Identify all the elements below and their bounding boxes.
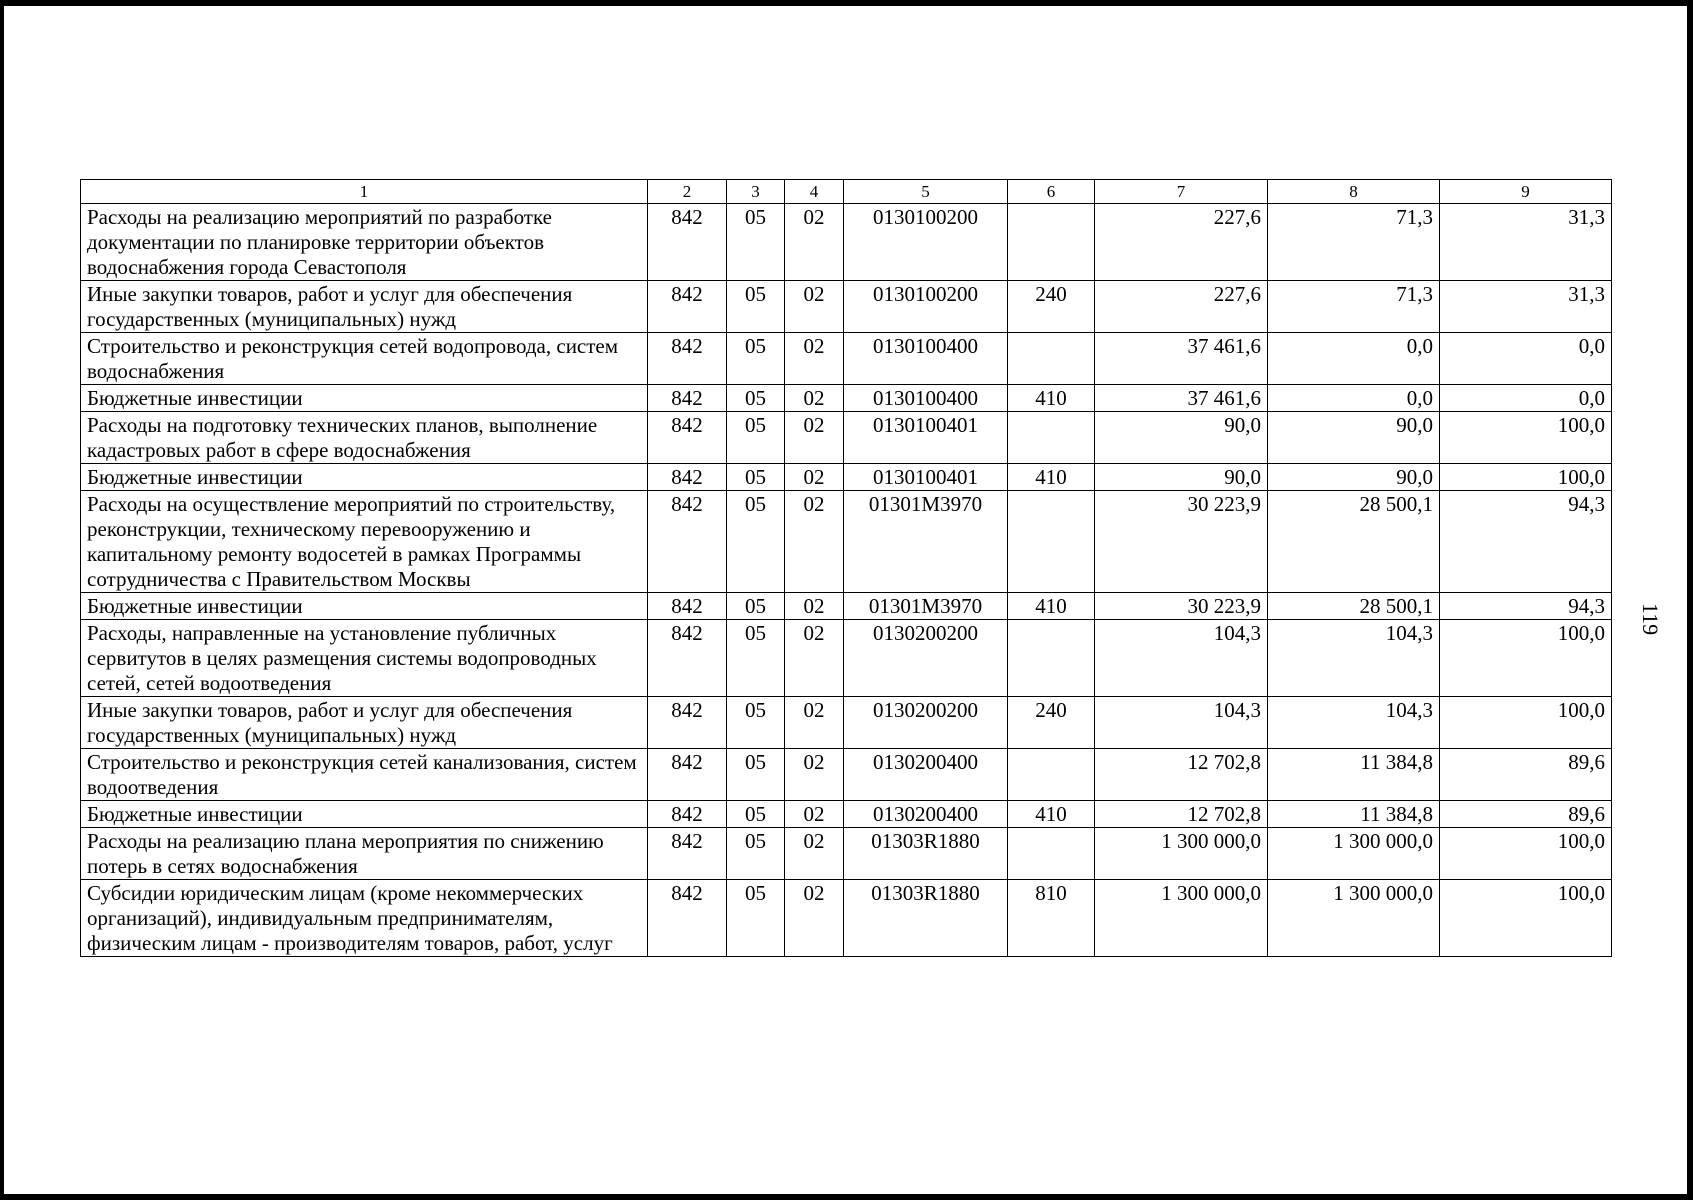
expense-name-cell: Бюджетные инвестиции bbox=[81, 593, 648, 620]
percent-cell: 31,3 bbox=[1440, 281, 1612, 333]
table-row bbox=[81, 880, 1612, 957]
subsection-code-cell: 02 bbox=[785, 697, 844, 749]
plan-amount-cell: 30 223,9 bbox=[1095, 593, 1268, 620]
header-cell: 3 bbox=[727, 180, 785, 204]
target-item-cell: 0130100200 bbox=[844, 281, 1008, 333]
target-item-cell: 0130200400 bbox=[844, 801, 1008, 828]
admin-code-cell: 842 bbox=[648, 620, 727, 697]
percent-cell: 0,0 bbox=[1440, 333, 1612, 385]
expense-name-cell: Иные закупки товаров, работ и услуг для обеспечения государственных (муниципальных) нужд bbox=[81, 697, 648, 749]
section-code-cell: 05 bbox=[727, 620, 785, 697]
table-row bbox=[81, 801, 1612, 828]
section-code-cell: 05 bbox=[727, 464, 785, 491]
actual-amount-cell: 0,0 bbox=[1268, 333, 1440, 385]
expense-type-cell: 240 bbox=[1008, 281, 1095, 333]
percent-cell: 89,6 bbox=[1440, 801, 1612, 828]
plan-amount-cell: 1 300 000,0 bbox=[1095, 828, 1268, 880]
admin-code-cell: 842 bbox=[648, 281, 727, 333]
subsection-code-cell: 02 bbox=[785, 593, 844, 620]
actual-amount-cell: 11 384,8 bbox=[1268, 801, 1440, 828]
header-cell: 5 bbox=[844, 180, 1008, 204]
actual-amount-cell: 71,3 bbox=[1268, 281, 1440, 333]
subsection-code-cell: 02 bbox=[785, 412, 844, 464]
expense-name-cell: Иные закупки товаров, работ и услуг для обеспечения государственных (муниципальных) нужд bbox=[81, 281, 648, 333]
section-code-cell: 05 bbox=[727, 593, 785, 620]
expense-name-cell: Бюджетные инвестиции bbox=[81, 464, 648, 491]
header-cell: 4 bbox=[785, 180, 844, 204]
actual-amount-cell: 1 300 000,0 bbox=[1268, 880, 1440, 957]
subsection-code-cell: 02 bbox=[785, 333, 844, 385]
target-item-cell: 01301M3970 bbox=[844, 491, 1008, 593]
budget-table bbox=[80, 179, 1612, 957]
table-row bbox=[81, 697, 1612, 749]
table-row bbox=[81, 333, 1612, 385]
scan-border-top bbox=[0, 0, 1693, 6]
actual-amount-cell: 0,0 bbox=[1268, 385, 1440, 412]
subsection-code-cell: 02 bbox=[785, 880, 844, 957]
plan-amount-cell: 90,0 bbox=[1095, 464, 1268, 491]
header-cell: 6 bbox=[1008, 180, 1095, 204]
header-cell: 1 bbox=[81, 180, 648, 204]
percent-cell: 89,6 bbox=[1440, 749, 1612, 801]
target-item-cell: 0130200400 bbox=[844, 749, 1008, 801]
scan-border-right bbox=[1687, 0, 1693, 1200]
header-row bbox=[81, 180, 1612, 204]
scan-border-left bbox=[0, 0, 4, 1200]
percent-cell: 31,3 bbox=[1440, 204, 1612, 281]
table-row bbox=[81, 620, 1612, 697]
table-body bbox=[81, 204, 1612, 957]
subsection-code-cell: 02 bbox=[785, 204, 844, 281]
header-cell: 7 bbox=[1095, 180, 1268, 204]
actual-amount-cell: 1 300 000,0 bbox=[1268, 828, 1440, 880]
admin-code-cell: 842 bbox=[648, 333, 727, 385]
section-code-cell: 05 bbox=[727, 828, 785, 880]
subsection-code-cell: 02 bbox=[785, 281, 844, 333]
expense-type-cell: 410 bbox=[1008, 464, 1095, 491]
expense-type-cell: 410 bbox=[1008, 385, 1095, 412]
section-code-cell: 05 bbox=[727, 697, 785, 749]
actual-amount-cell: 104,3 bbox=[1268, 697, 1440, 749]
expense-type-cell: 240 bbox=[1008, 697, 1095, 749]
plan-amount-cell: 30 223,9 bbox=[1095, 491, 1268, 593]
percent-cell: 94,3 bbox=[1440, 593, 1612, 620]
actual-amount-cell: 28 500,1 bbox=[1268, 491, 1440, 593]
table-row bbox=[81, 412, 1612, 464]
admin-code-cell: 842 bbox=[648, 749, 727, 801]
section-code-cell: 05 bbox=[727, 385, 785, 412]
header-cell: 2 bbox=[648, 180, 727, 204]
expense-type-cell bbox=[1008, 620, 1095, 697]
percent-cell: 100,0 bbox=[1440, 620, 1612, 697]
admin-code-cell: 842 bbox=[648, 491, 727, 593]
actual-amount-cell: 90,0 bbox=[1268, 464, 1440, 491]
target-item-cell: 0130100401 bbox=[844, 464, 1008, 491]
plan-amount-cell: 227,6 bbox=[1095, 281, 1268, 333]
admin-code-cell: 842 bbox=[648, 385, 727, 412]
expense-type-cell bbox=[1008, 412, 1095, 464]
target-item-cell: 01301M3970 bbox=[844, 593, 1008, 620]
target-item-cell: 0130200200 bbox=[844, 697, 1008, 749]
table-row bbox=[81, 491, 1612, 593]
percent-cell: 100,0 bbox=[1440, 828, 1612, 880]
expense-name-cell: Строительство и реконструкция сетей водопровода, систем водоснабжения bbox=[81, 333, 648, 385]
expense-name-cell: Бюджетные инвестиции bbox=[81, 801, 648, 828]
expense-type-cell bbox=[1008, 749, 1095, 801]
table-row bbox=[81, 204, 1612, 281]
subsection-code-cell: 02 bbox=[785, 491, 844, 593]
section-code-cell: 05 bbox=[727, 880, 785, 957]
plan-amount-cell: 37 461,6 bbox=[1095, 385, 1268, 412]
table-row bbox=[81, 593, 1612, 620]
expense-name-cell: Субсидии юридическим лицам (кроме некоммерческих организаций), индивидуальным предпринимателям, физическим лицам - производителям товаров, работ, услуг bbox=[81, 880, 648, 957]
section-code-cell: 05 bbox=[727, 491, 785, 593]
table-row bbox=[81, 464, 1612, 491]
subsection-code-cell: 02 bbox=[785, 385, 844, 412]
admin-code-cell: 842 bbox=[648, 828, 727, 880]
target-item-cell: 0130200200 bbox=[844, 620, 1008, 697]
percent-cell: 94,3 bbox=[1440, 491, 1612, 593]
expense-type-cell: 410 bbox=[1008, 593, 1095, 620]
subsection-code-cell: 02 bbox=[785, 828, 844, 880]
admin-code-cell: 842 bbox=[648, 801, 727, 828]
percent-cell: 100,0 bbox=[1440, 412, 1612, 464]
admin-code-cell: 842 bbox=[648, 412, 727, 464]
subsection-code-cell: 02 bbox=[785, 801, 844, 828]
section-code-cell: 05 bbox=[727, 801, 785, 828]
section-code-cell: 05 bbox=[727, 412, 785, 464]
subsection-code-cell: 02 bbox=[785, 464, 844, 491]
percent-cell: 100,0 bbox=[1440, 880, 1612, 957]
expense-type-cell: 810 bbox=[1008, 880, 1095, 957]
target-item-cell: 01303R1880 bbox=[844, 828, 1008, 880]
expense-type-cell bbox=[1008, 491, 1095, 593]
plan-amount-cell: 227,6 bbox=[1095, 204, 1268, 281]
target-item-cell: 0130100401 bbox=[844, 412, 1008, 464]
table-row bbox=[81, 281, 1612, 333]
percent-cell: 0,0 bbox=[1440, 385, 1612, 412]
actual-amount-cell: 90,0 bbox=[1268, 412, 1440, 464]
expense-name-cell: Расходы на осуществление мероприятий по строительству, реконструкции, техническому перевооружению и капитальному ремонту водосетей в рамках Программы сотрудничества с Правительством Москвы bbox=[81, 491, 648, 593]
expense-type-cell bbox=[1008, 333, 1095, 385]
subsection-code-cell: 02 bbox=[785, 749, 844, 801]
header-cell: 9 bbox=[1440, 180, 1612, 204]
section-code-cell: 05 bbox=[727, 281, 785, 333]
plan-amount-cell: 37 461,6 bbox=[1095, 333, 1268, 385]
table-row bbox=[81, 385, 1612, 412]
section-code-cell: 05 bbox=[727, 204, 785, 281]
expense-name-cell: Расходы на подготовку технических планов, выполнение кадастровых работ в сфере водоснабжения bbox=[81, 412, 648, 464]
expense-type-cell bbox=[1008, 204, 1095, 281]
plan-amount-cell: 104,3 bbox=[1095, 697, 1268, 749]
expense-type-cell: 410 bbox=[1008, 801, 1095, 828]
admin-code-cell: 842 bbox=[648, 464, 727, 491]
admin-code-cell: 842 bbox=[648, 204, 727, 281]
scan-border-bottom bbox=[0, 1194, 1693, 1200]
plan-amount-cell: 12 702,8 bbox=[1095, 801, 1268, 828]
plan-amount-cell: 1 300 000,0 bbox=[1095, 880, 1268, 957]
header-cell: 8 bbox=[1268, 180, 1440, 204]
target-item-cell: 0130100200 bbox=[844, 204, 1008, 281]
section-code-cell: 05 bbox=[727, 749, 785, 801]
admin-code-cell: 842 bbox=[648, 697, 727, 749]
expense-name-cell: Бюджетные инвестиции bbox=[81, 385, 648, 412]
admin-code-cell: 842 bbox=[648, 593, 727, 620]
percent-cell: 100,0 bbox=[1440, 464, 1612, 491]
section-code-cell: 05 bbox=[727, 333, 785, 385]
expense-type-cell bbox=[1008, 828, 1095, 880]
plan-amount-cell: 90,0 bbox=[1095, 412, 1268, 464]
expense-name-cell: Расходы, направленные на установление публичных сервитутов в целях размещения системы водопроводных сетей, сетей водоотведения bbox=[81, 620, 648, 697]
actual-amount-cell: 71,3 bbox=[1268, 204, 1440, 281]
plan-amount-cell: 104,3 bbox=[1095, 620, 1268, 697]
admin-code-cell: 842 bbox=[648, 880, 727, 957]
expense-name-cell: Расходы на реализацию мероприятий по разработке документации по планировке территории объектов водоснабжения города Севастополя bbox=[81, 204, 648, 281]
actual-amount-cell: 104,3 bbox=[1268, 620, 1440, 697]
table-row bbox=[81, 749, 1612, 801]
actual-amount-cell: 28 500,1 bbox=[1268, 593, 1440, 620]
expense-name-cell: Расходы на реализацию плана мероприятия по снижению потерь в сетях водоснабжения bbox=[81, 828, 648, 880]
target-item-cell: 0130100400 bbox=[844, 333, 1008, 385]
percent-cell: 100,0 bbox=[1440, 697, 1612, 749]
target-item-cell: 01303R1880 bbox=[844, 880, 1008, 957]
table-row bbox=[81, 828, 1612, 880]
target-item-cell: 0130100400 bbox=[844, 385, 1008, 412]
subsection-code-cell: 02 bbox=[785, 620, 844, 697]
expense-name-cell: Строительство и реконструкция сетей канализования, систем водоотведения bbox=[81, 749, 648, 801]
actual-amount-cell: 11 384,8 bbox=[1268, 749, 1440, 801]
page-number: 119 bbox=[1638, 602, 1664, 636]
plan-amount-cell: 12 702,8 bbox=[1095, 749, 1268, 801]
